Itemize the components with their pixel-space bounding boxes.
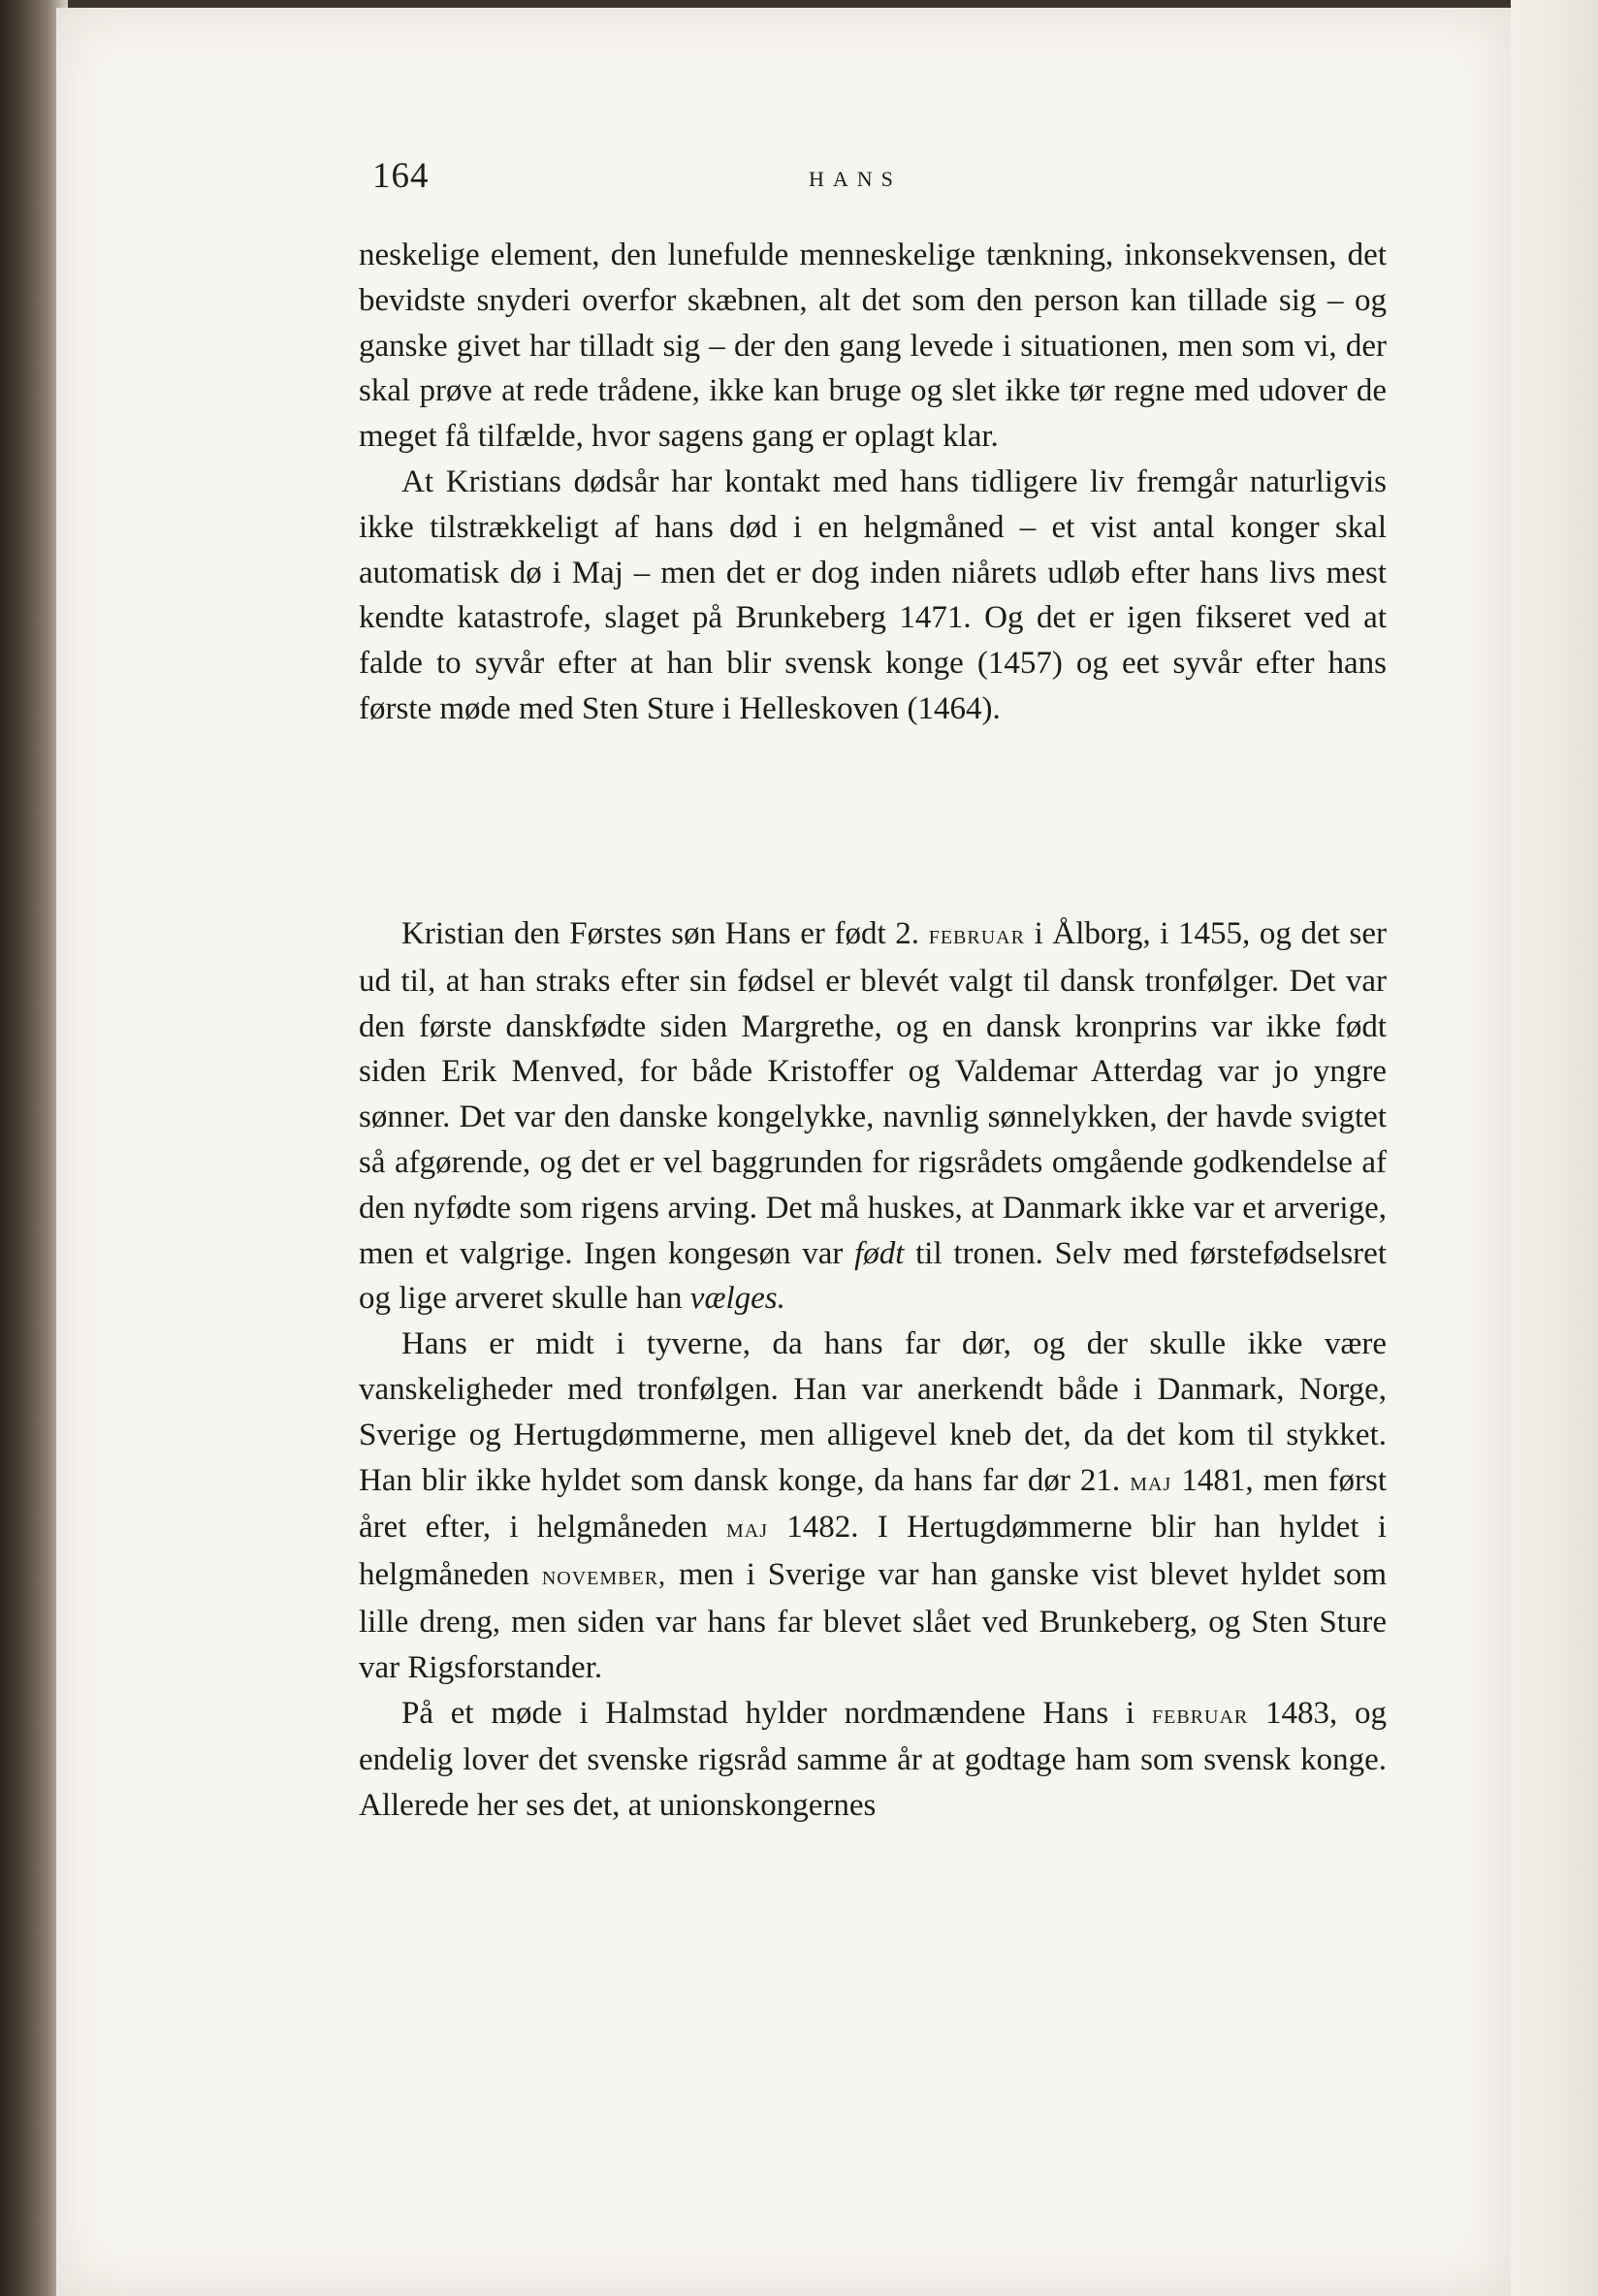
- paragraph: neskelige element, den lunefulde menneskelige tænkning, inkonsekvensen, det bevidste snyderi overfor skæbnen, alt det som den person kan tillade sig – og ganske givet har tilladt sig – der den gang levede i situationen, men som vi, der skal prøve at rede trådene, ikke kan bruge og slet ikke tør regne med udover de meget få tilfælde, hvor sagens gang er oplagt klar.: [359, 238, 1387, 455]
- month-small-caps: februar: [928, 920, 1025, 950]
- month-small-caps: maj: [726, 1514, 769, 1545]
- paragraph: Kristian den Førstes søn Hans er født 2. februar i Ålborg, i 1455, og det ser ud til, at han straks efter sin fødsel er blevét valgt til dansk tronfølger. Det var den første danskfødte siden Margrethe, og en dansk kronprins var ikke født siden Erik Menved, for både Kristoffer og Valdemar Atterdag var jo yngre sønner. Det var den danske kongelykke, navnlig sønnelykken, der havde svigtet så afgørende, og det er vel baggrunden for rigsrådets omgående godkendelse af den nyfødte som rigens arving. Det må huskes, at Danmark ikke var et arverige, men et valgrige. Ingen kongesøn var født til tronen. Selv med førstefødselsret og lige arveret skulle han vælges.: [359, 916, 1388, 1317]
- text-section-1: [359, 233, 1387, 732]
- facing-page-edge: [1511, 0, 1598, 2296]
- paragraph: At Kristians dødsår har kontakt med hans tidligere liv fremgår naturligvis ikke tilstrækkeligt af hans død i en helgmåned – et vist antal konger skal automatisk dø i Maj – men det er dog inden niårets udløb efter hans livs mest kendte katastrofe, slaget på Brunkeberg 1471. Og det er igen fikseret ved at falde to syvår efter at han blir svensk konge (1457) og eet syvår efter hans første møde med Sten Sture i Helleskoven (1464).: [359, 463, 1387, 726]
- month-small-caps: november,: [541, 1561, 667, 1592]
- month-small-caps: februar: [1151, 1699, 1249, 1730]
- emphasis: født: [854, 1235, 905, 1271]
- month-small-caps: maj: [1130, 1466, 1172, 1497]
- emphasis: vælges.: [689, 1281, 785, 1317]
- running-head: [372, 155, 1381, 213]
- page-number: 164: [372, 156, 430, 196]
- paragraph: Hans er midt i tyverne, da hans far dør, og der skulle ikke være vanskeligheder med tronfølgen. Han var anerkendt både i Danmark, Norge, Sverige og Hertugdømmerne, men alligevel kneb det, da det kom til stykket. Han blir ikke hyldet som dansk konge, da hans far dør 21. maj 1481, men først året efter, i helgmåneden maj 1482. I Hertugdømmerne blir han hyldet i helgmåneden november, men i Sverige var han ganske vist blevet hyldet som lille dreng, men siden var hans far blevet slået ved Brunkeberg, og Sten Sture var Rigsforstander.: [359, 1326, 1388, 1685]
- running-title: HANS: [809, 167, 902, 191]
- text-section-2: [359, 911, 1387, 1829]
- paragraph: På et møde i Halmstad hylder nordmændene Hans i februar 1483, og endelig lover det svenske rigsråd samme år at godtage ham som svensk konge. Allerede her ses det, at unionskongernes: [359, 1695, 1388, 1824]
